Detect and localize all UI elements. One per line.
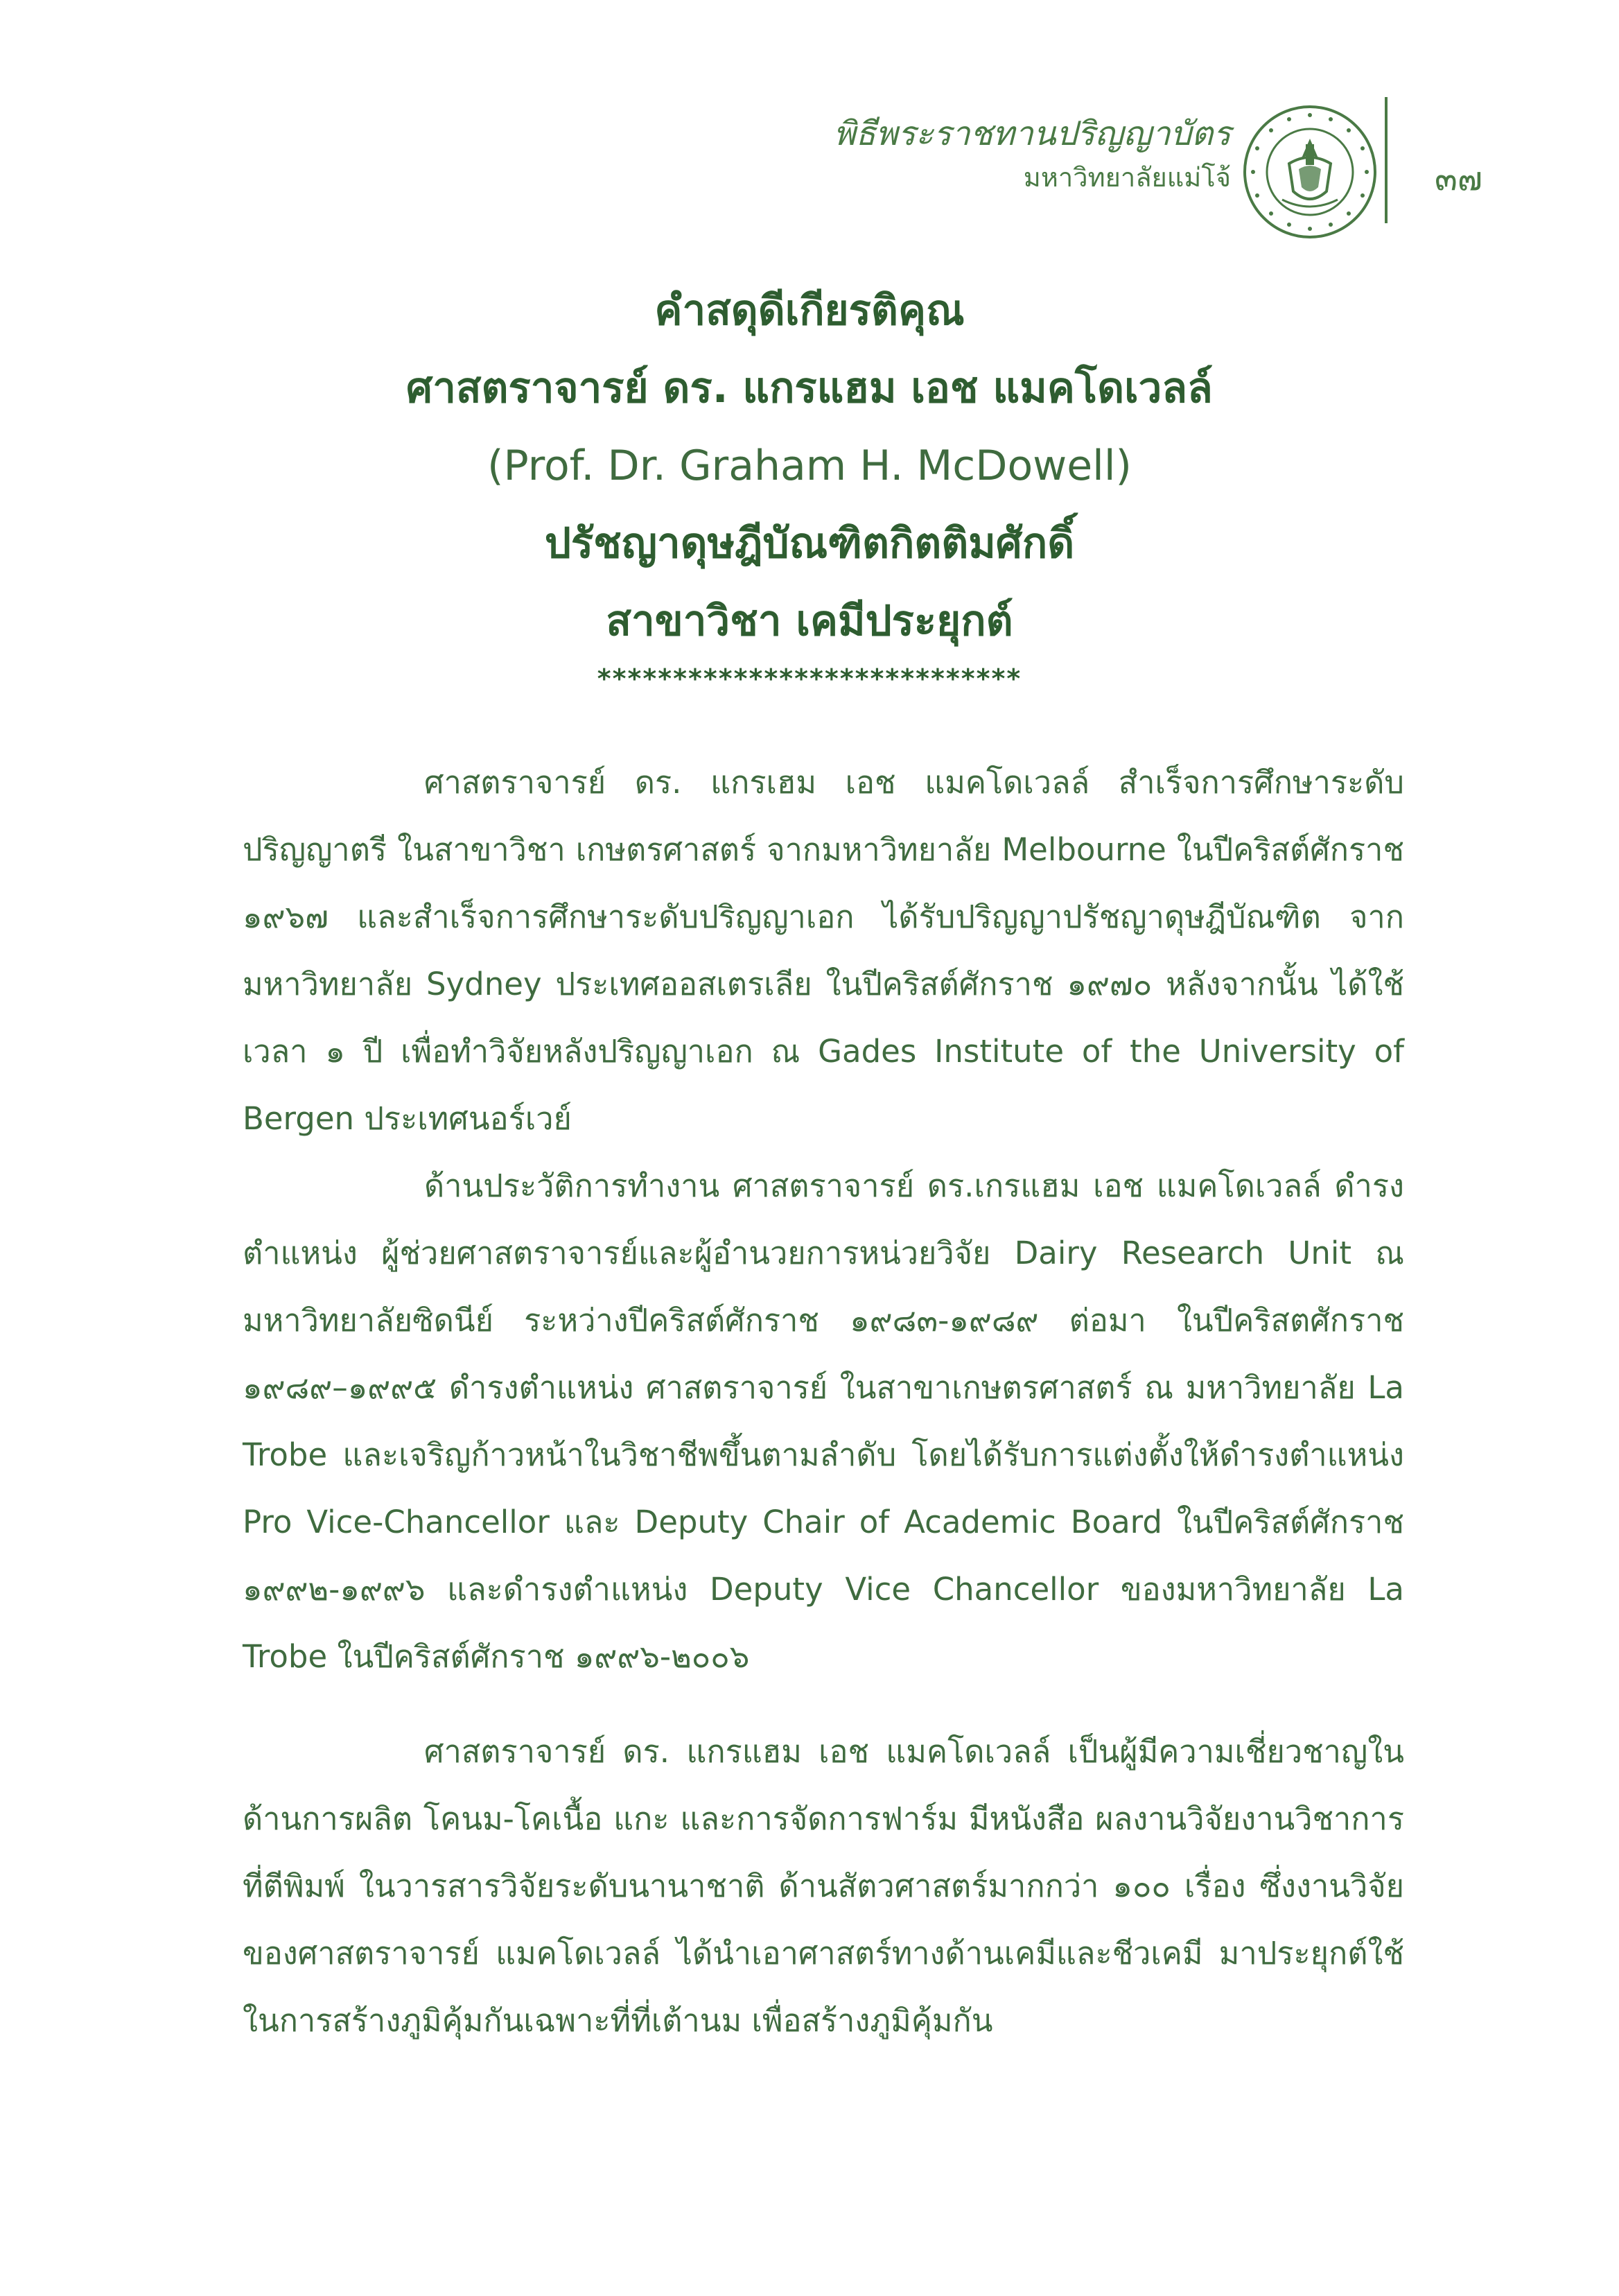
university-seal-icon	[1241, 103, 1379, 241]
title-block	[0, 272, 1619, 696]
paragraph-education: ศาสตราจารย์ ดร. แกรเฮม เอช แมคโดเวลล์ สำเร็จการศึกษาระดับปริญญาตรี ในสาขาวิชา เกษตรศาสตร์ จากมหาวิทยาลัย Melbourne ในปีคริสต์ศักราช ๑๙๖๗ และสำเร็จการศึกษาระดับปริญญาเอก ได้รับปริญญาปรัชญาดุษฎีบัณฑิต จากมหาวิทยาลัย Sydney ประเทศออสเตรเลีย ในปีคริสต์ศักราช ๑๙๗๐ หลังจากนั้น ได้ใช้เวลา ๑ ปี เพื่อทำวิจัยหลังปริญญาเอก ณ Gades Institute of the University of Bergen ประเทศนอร์เวย์	[243, 764, 1404, 1137]
header-divider	[1385, 97, 1388, 223]
honoree-name-thai: ศาสตราจารย์ ดร. แกรแฮม เอช แมคโดเวลล์	[406, 364, 1213, 412]
citation-body	[243, 749, 1404, 2054]
page-number: ๓๗	[1435, 159, 1482, 198]
honoree-name-english: (Prof. Dr. Graham H. McDowell)	[487, 442, 1132, 490]
paragraph-expertise: ศาสตราจารย์ ดร. แกรแฮม เอช แมคโดเวลล์ เป็นผู้มีความเชี่ยวชาญในด้านการผลิต โคนม-โคเนื้อ แกะ และการจัดการฟาร์ม มีหนังสือ ผลงานวิจัยงานวิชาการที่ตีพิมพ์ ในวารสารวิจัยระดับนานาชาติ ด้านสัตวศาสตร์มากกว่า ๑๐๐ เรื่อง ซึ่งงานวิจัยของศาสตราจารย์ แมคโดเวลล์ ได้นำเอาศาสตร์ทางด้านเคมีและชีวเคมี มาประยุกต์ใช้ในการสร้างภูมิคุ้มกันเฉพาะที่ที่เต้านม เพื่อสร้างภูมิคุ้มกัน	[243, 1733, 1404, 2039]
ceremony-title: พิธีพระราชทานปริญญาบัตร	[833, 114, 1231, 153]
degree-title: ปรัชญาดุษฎีบัณฑิตกิตติมศักดิ์	[544, 519, 1075, 568]
paragraph-career: ด้านประวัติการทำงาน ศาสตราจารย์ ดร.เกรแฮม เอช แมคโดเวลล์ ดำรงตำแหน่ง ผู้ช่วยศาสตราจารย์และผู้อำนวยการหน่วยวิจัย Dairy Research Unit ณ มหาวิทยาลัยซิดนีย์ ระหว่างปีคริสต์ศักราช ๑๙๘๓-๑๙๘๙ ต่อมา ในปีคริสตศักราช ๑๙๘๙–๑๙๙๕ ดำรงตำแหน่ง ศาสตราจารย์ ในสาขาเกษตรศาสตร์ ณ มหาวิทยาลัย La Trobe และเจริญก้าวหน้าในวิชาชีพขึ้นตามลำดับ โดยได้รับการแต่งตั้งให้ดำรงตำแหน่ง Pro Vice-Chancellor และ Deputy Chair of Academic Board ในปีคริสต์ศักราช ๑๙๙๒-๑๙๙๖ และดำรงตำแหน่ง Deputy Vice Chancellor ของมหาวิทยาลัย La Trobe ในปีคริสต์ศักราช ๑๙๙๖-๒๐๐๖	[243, 1167, 1404, 1675]
field-of-study: สาขาวิชา เคมีประยุกต์	[606, 597, 1013, 645]
page-header	[834, 111, 1231, 195]
university-name: มหาวิทยาลัยแม่โจ้	[1023, 162, 1231, 193]
title-separator: ****************************	[597, 663, 1022, 694]
document-title: คำสดุดีเกียรติคุณ	[654, 286, 965, 335]
